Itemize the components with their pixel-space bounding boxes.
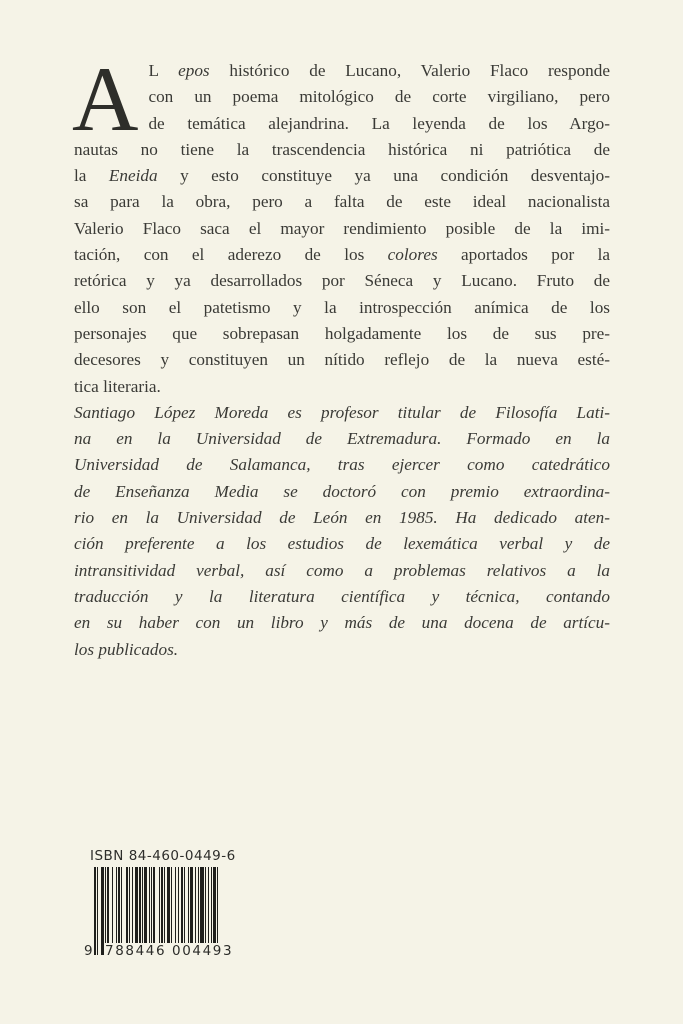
barcode-digits: 788446 004493 bbox=[105, 943, 234, 959]
bio-line: traducción y la literatura científica y técnica, contando bbox=[74, 586, 610, 606]
author-bio-paragraph bbox=[74, 400, 610, 663]
text-run: tica literaria. bbox=[74, 376, 161, 396]
bio-line: intransitividad verbal, así como a problemas relativos a la bbox=[74, 560, 610, 580]
bio-line: de Enseñanza Media se doctoró con premio extraordina- bbox=[74, 481, 610, 501]
italic-term: Eneida bbox=[108, 166, 158, 186]
italic-term: epos bbox=[178, 61, 210, 80]
bio-line: Santiago López Moreda es profesor titular de Filosofía Lati- bbox=[74, 402, 610, 422]
bio-line: en su haber con un libro y más de una docena de artícu- bbox=[74, 613, 610, 633]
text-run: ello son el patetismo y la introspección anímica de los bbox=[74, 297, 610, 317]
synopsis-line bbox=[74, 347, 610, 373]
bio-line: rio en la Universidad de León en 1985. Ha dedicado aten- bbox=[74, 508, 610, 528]
synopsis-text bbox=[72, 48, 611, 663]
text-run: de temática alejandrina. La leyenda de los Argo- bbox=[148, 113, 610, 133]
text-run: decesores y constituyen un nítido reflejo de la nueva esté- bbox=[74, 350, 610, 370]
text-run: sa para la obra, pero a falta de este ideal nacionalista bbox=[74, 192, 610, 212]
text-run: y esto constituye ya una condición desventajo- bbox=[157, 166, 611, 186]
text-run: con un poema mitológico de corte virgiliano, pero bbox=[148, 87, 610, 107]
synopsis-line bbox=[74, 268, 610, 294]
synopsis-line bbox=[74, 242, 610, 268]
bio-line: los publicados. bbox=[74, 639, 179, 659]
isbn-label: ISBN 84-460-0449-6 bbox=[90, 848, 236, 864]
synopsis-line bbox=[74, 321, 610, 347]
synopsis-paragraph bbox=[72, 48, 611, 400]
barcode-bar bbox=[217, 867, 218, 955]
synopsis-line bbox=[74, 189, 610, 215]
synopsis-line bbox=[74, 216, 610, 242]
text-run: retórica y ya desarrollados por Séneca y Lucano. Fruto de bbox=[74, 271, 610, 291]
synopsis-line bbox=[74, 163, 610, 189]
barcode-first-digit: 9 bbox=[84, 943, 93, 959]
barcode bbox=[94, 867, 260, 955]
synopsis-line bbox=[74, 295, 610, 321]
text-run: tación, con el aderezo de los bbox=[74, 245, 388, 265]
synopsis-line bbox=[74, 84, 610, 110]
italic-term: colores bbox=[387, 245, 438, 265]
synopsis-line bbox=[74, 137, 610, 163]
text-run: aportados por la bbox=[437, 245, 610, 265]
drop-cap: A bbox=[72, 48, 139, 150]
text-run: histórico de Lucano, Valerio Flaco responde bbox=[209, 61, 610, 80]
text-run: personajes que sobrepasan holgadamente los de sus pre- bbox=[74, 323, 610, 343]
synopsis-line bbox=[74, 58, 610, 84]
synopsis-line bbox=[74, 374, 610, 400]
bio-line: ción preferente a los estudios de lexemática verbal y de bbox=[74, 534, 610, 554]
synopsis-line bbox=[74, 111, 610, 137]
bio-line: Universidad de Salamanca, tras ejercer como catedrático bbox=[74, 455, 610, 475]
text-run: Valerio Flaco saca el mayor rendimiento posible de la imi- bbox=[74, 218, 610, 238]
text-run: L bbox=[148, 61, 179, 80]
text-run: nautas no tiene la trascendencia histórica ni patriótica de bbox=[74, 139, 610, 159]
bio-line: na en la Universidad de Extremadura. Formado en la bbox=[74, 429, 610, 449]
text-run: la bbox=[74, 166, 109, 186]
